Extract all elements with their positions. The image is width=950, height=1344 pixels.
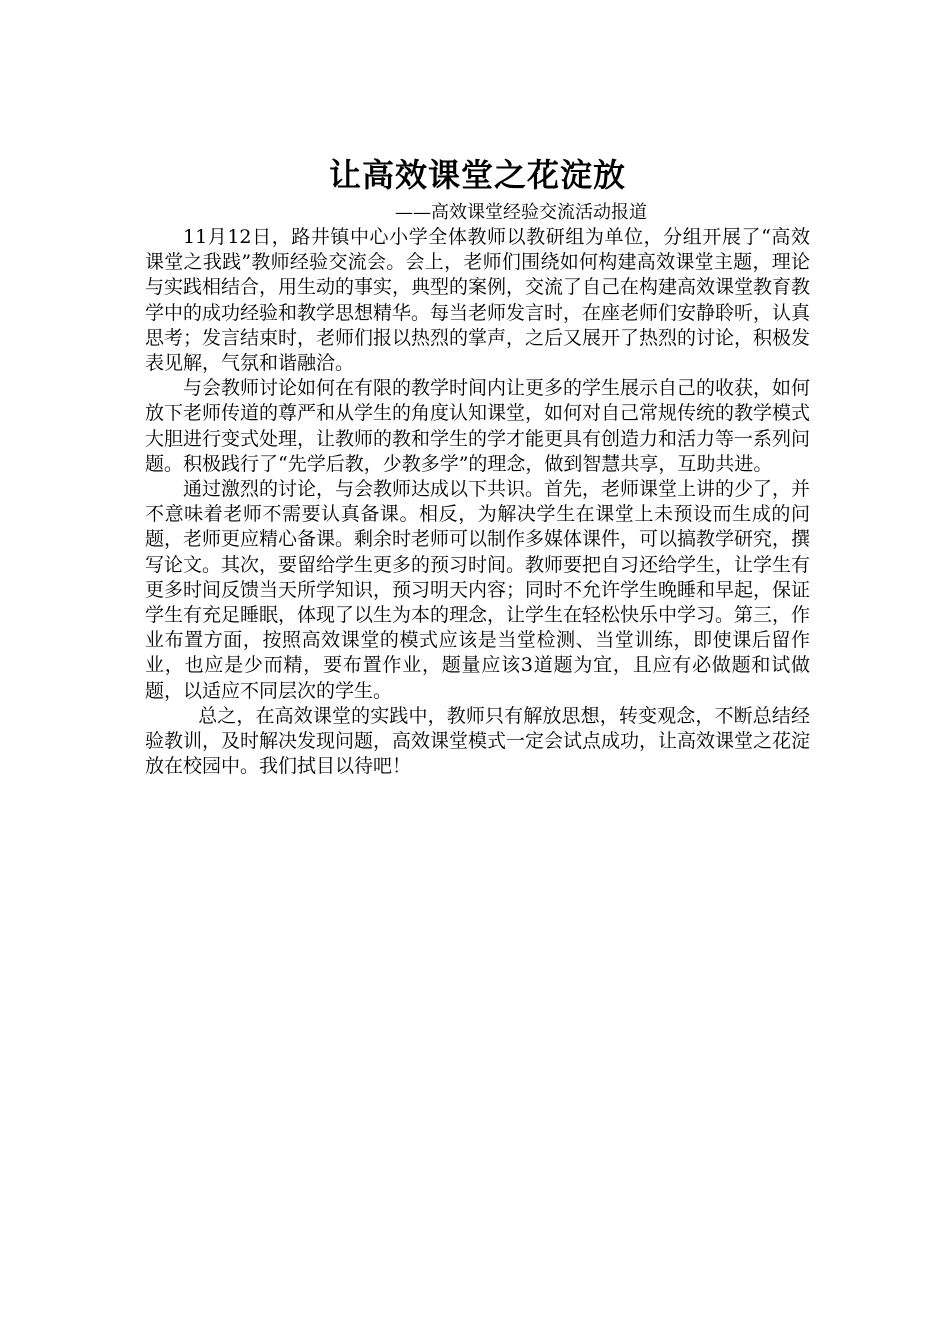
- document-subtitle: ——高效课堂经验交流活动报道: [395, 202, 647, 223]
- paragraph-4: 总之，在高效课堂的实践中，教师只有解放思想，转变观念，不断总结经验教训，及时解决发现问题，高效课堂模式一定会试点成功，让高效课堂之花淀放在校园中。我们拭目以待吧！: [145, 704, 811, 778]
- paragraph-2: 与会教师讨论如何在有限的教学时间内让更多的学生展示自己的收获，如何放下老师传道的尊严和从学生的角度认知课堂，如何对自己常规传统的教学模式大胆进行变式处理，让教师的教和学生的学才能更具有创造力和活力等一系列问题。积极践行了“先学后教，少教多学”的理念，做到智慧共享，互助共进。: [145, 377, 811, 475]
- paragraph-3: 通过激烈的讨论，与会教师达成以下共识。首先，老师课堂上讲的少了，并不意味着老师不需要认真备课。相反，为解决学生在课堂上未预设而生成的问题，老师更应精心备课。剩余时老师可以制作多媒体课件，可以搞教学研究，撰写论文。其次，要留给学生更多的预习时间。教师要把自习还给学生，让学生有更多时间反馈当天所学知识，预习明天内容；同时不允许学生晚睡和早起，保证学生有充足睡眠，体现了以生为本的理念，让学生在轻松快乐中学习。第三，作业布置方面，按照高效课堂的模式应该是当堂检测、当堂训练，即使课后留作业，也应是少而精，要布置作业，题量应该3道题为宜，且应有必做题和试做题，以适应不同层次的学生。: [145, 478, 811, 702]
- paragraph-1: 11月12日，路井镇中心小学全体教师以教研组为单位，分组开展了“高效课堂之我践”教师经验交流会。会上，老师们围绕如何构建高效课堂主题，理论与实践相结合，用生动的事实，典型的案例，交流了自己在构建高效课堂教育教学中的成功经验和教学思想精华。每当老师发言时，在座老师们安静聆听，认真思考；发言结束时，老师们报以热烈的掌声，之后又展开了热烈的讨论，积极发表见解，气氛和谐融洽。: [145, 226, 811, 375]
- document-page: [145, 150, 810, 779]
- document-title: 让高效课堂之花淀放: [328, 156, 626, 194]
